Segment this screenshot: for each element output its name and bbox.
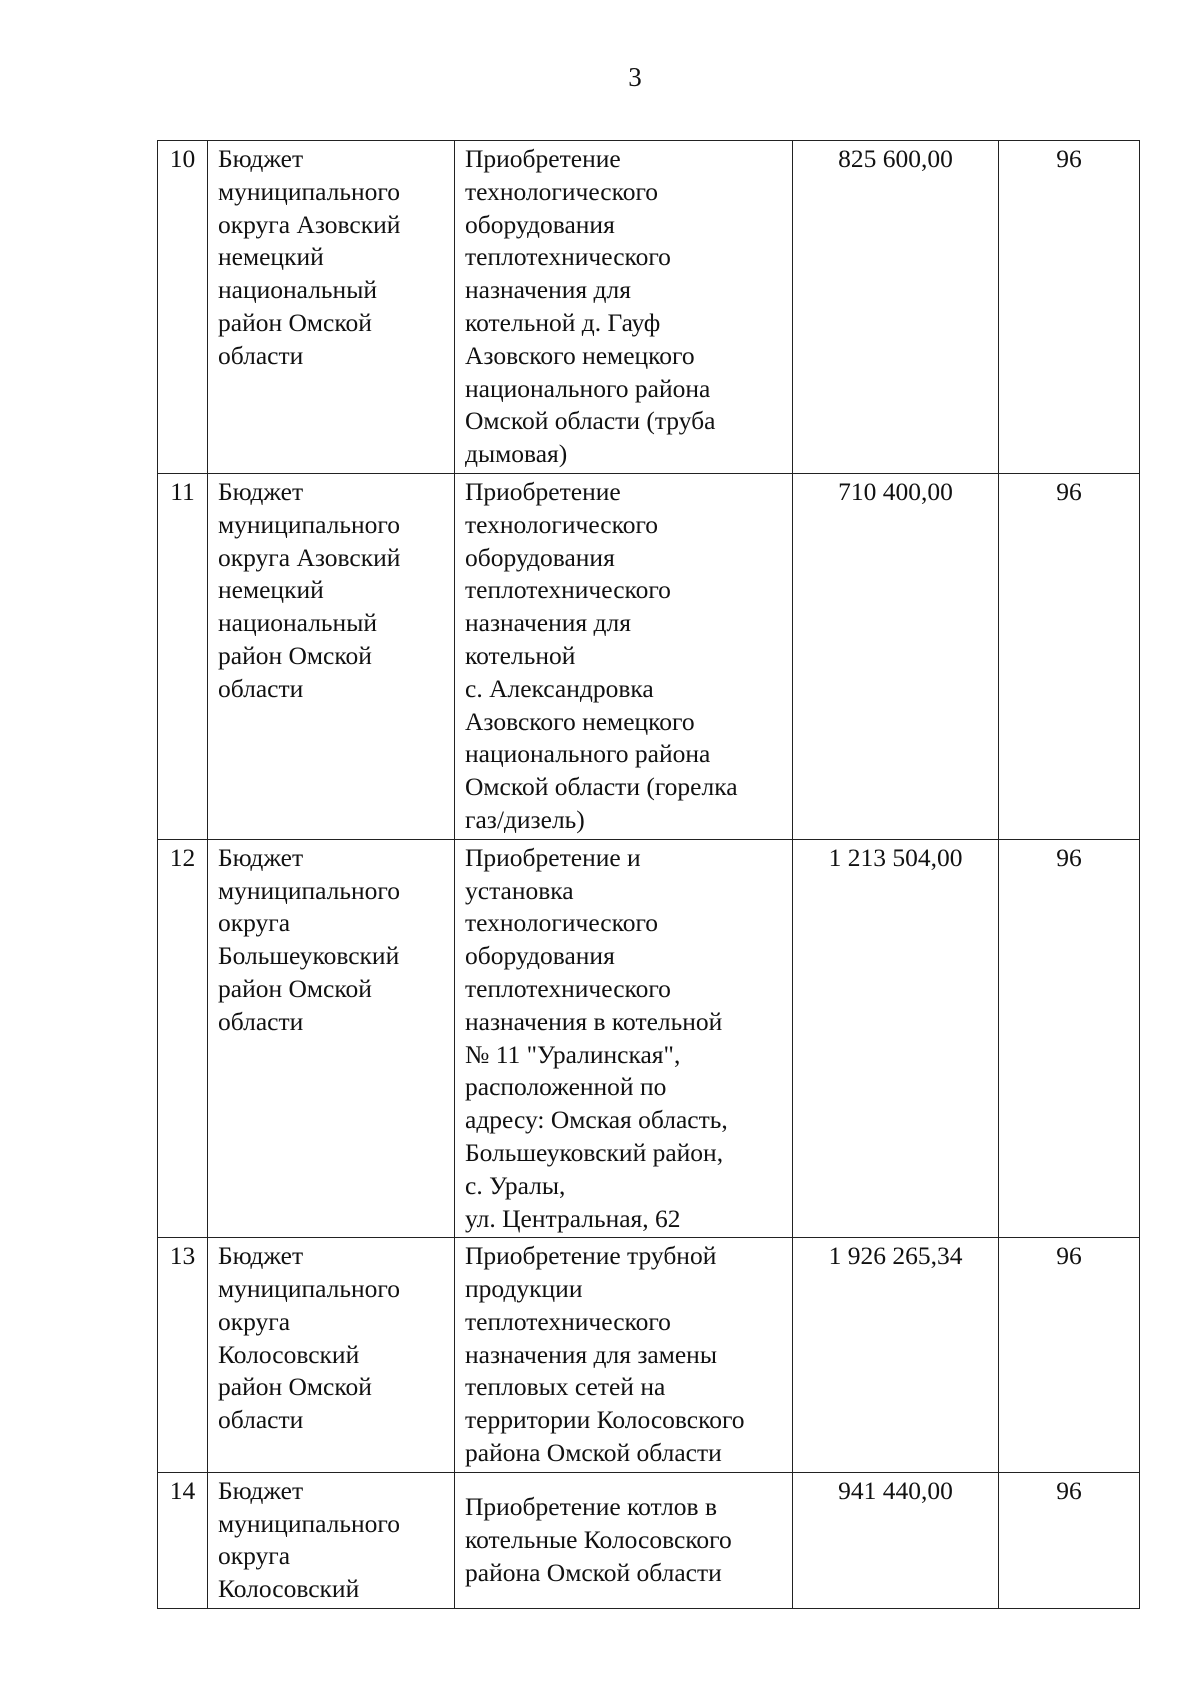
- purpose-line: Омской области (горелка: [465, 772, 738, 802]
- budget-source-line: области: [218, 340, 304, 370]
- budget-source-line: Колосовский: [218, 1574, 360, 1604]
- purpose-line: теплотехнического: [465, 1306, 671, 1336]
- amount-cell: 1 213 504,00: [793, 839, 999, 1238]
- purpose-line: оборудования: [465, 542, 615, 572]
- purpose-line: Приобретение: [465, 476, 621, 506]
- budget-source-line: Бюджет: [218, 1241, 304, 1271]
- budget-source-line: немецкий: [218, 575, 324, 605]
- purpose-line: теплотехнического: [465, 242, 671, 272]
- purpose-line: технологического: [465, 908, 659, 938]
- budget-source-line: области: [218, 673, 304, 703]
- purpose-line: теплотехнического: [465, 973, 671, 1003]
- budget-source-line: немецкий: [218, 242, 324, 272]
- budget-source-line: округа: [218, 1541, 291, 1571]
- purpose-line: котельной д. Гауф: [465, 307, 661, 337]
- purpose-line: адресу: Омская область,: [465, 1105, 728, 1135]
- purpose-line: расположенной по: [465, 1072, 667, 1102]
- table-body: [158, 141, 1140, 1609]
- budget-source-cell: [208, 473, 455, 839]
- purpose-line: котельные Колосовского: [465, 1525, 732, 1555]
- amount-cell: 710 400,00: [793, 473, 999, 839]
- purpose-line: ул. Центральная, 62: [465, 1203, 681, 1233]
- purpose-cell: [455, 1472, 793, 1608]
- page-number: 3: [628, 62, 642, 92]
- table-row: [158, 1472, 1140, 1608]
- budget-source-line: округа Азовский: [218, 542, 401, 572]
- purpose-cell: [455, 1238, 793, 1473]
- purpose-cell: [455, 473, 793, 839]
- budget-source-line: области: [218, 1405, 304, 1435]
- purpose-line: дымовая): [465, 439, 568, 469]
- row-number: 14: [158, 1472, 208, 1608]
- budget-source-line: Большеуковский: [218, 941, 400, 971]
- row-number: 13: [158, 1238, 208, 1473]
- purpose-line: национального района: [465, 373, 711, 403]
- budget-source-line: Бюджет: [218, 842, 304, 872]
- budget-source-cell: [208, 1472, 455, 1608]
- purpose-line: Азовского немецкого: [465, 706, 695, 736]
- purpose-line: газ/дизель): [465, 804, 585, 834]
- row-number: 12: [158, 839, 208, 1238]
- percent-cell: 96: [999, 473, 1140, 839]
- purpose-line: назначения для замены: [465, 1339, 717, 1369]
- purpose-line: района Омской области: [465, 1557, 722, 1587]
- budget-source-line: области: [218, 1006, 304, 1036]
- purpose-line: Большеуковский район,: [465, 1137, 724, 1167]
- budget-source-line: Бюджет: [218, 144, 304, 173]
- purpose-line: оборудования: [465, 209, 615, 239]
- purpose-line: теплотехнического: [465, 575, 671, 605]
- budget-source-line: национальный: [218, 608, 377, 638]
- purpose-line: Приобретение и: [465, 842, 641, 872]
- percent-cell: 96: [999, 1238, 1140, 1473]
- purpose-cell: [455, 839, 793, 1238]
- purpose-line: Приобретение трубной: [465, 1241, 717, 1271]
- budget-source-line: округа Азовский: [218, 209, 401, 239]
- budget-source-line: район Омской: [218, 1372, 372, 1402]
- table-row: [158, 839, 1140, 1238]
- budget-source-cell: [208, 1238, 455, 1473]
- purpose-line: территории Колосовского: [465, 1405, 745, 1435]
- purpose-line: тепловых сетей на: [465, 1372, 666, 1402]
- table-row: [158, 1238, 1140, 1473]
- amount-cell: 825 600,00: [793, 141, 999, 474]
- budget-source-line: район Омской: [218, 640, 372, 670]
- amount-cell: 1 926 265,34: [793, 1238, 999, 1473]
- purpose-line: назначения в котельной: [465, 1006, 723, 1036]
- budget-source-line: округа: [218, 1306, 291, 1336]
- purpose-line: котельной: [465, 640, 576, 670]
- purpose-line: Омской области (труба: [465, 406, 716, 436]
- row-number: 10: [158, 141, 208, 474]
- percent-cell: 96: [999, 141, 1140, 474]
- purpose-line: № 11 "Уралинская",: [465, 1039, 681, 1069]
- budget-source-cell: [208, 839, 455, 1238]
- purpose-line: назначения для: [465, 275, 631, 305]
- purpose-line: технологического: [465, 509, 659, 539]
- purpose-line: назначения для: [465, 608, 631, 638]
- purpose-line: технологического: [465, 176, 659, 206]
- budget-table: [157, 140, 1140, 1609]
- purpose-line: Азовского немецкого: [465, 340, 695, 370]
- percent-cell: 96: [999, 839, 1140, 1238]
- budget-source-cell: [208, 141, 455, 474]
- purpose-line: Приобретение котлов в: [465, 1492, 717, 1522]
- budget-source-line: муниципального: [218, 176, 400, 206]
- purpose-cell: [455, 141, 793, 474]
- budget-source-line: округа: [218, 908, 291, 938]
- budget-source-line: муниципального: [218, 509, 400, 539]
- purpose-line: Приобретение: [465, 144, 621, 173]
- row-number: 11: [158, 473, 208, 839]
- budget-source-line: район Омской: [218, 307, 372, 337]
- budget-source-line: муниципального: [218, 1274, 400, 1304]
- amount-cell: 941 440,00: [793, 1472, 999, 1608]
- purpose-line: с. Александровка: [465, 673, 654, 703]
- budget-source-line: муниципального: [218, 875, 400, 905]
- table-row: [158, 141, 1140, 474]
- budget-source-line: муниципального: [218, 1508, 400, 1538]
- budget-source-line: район Омской: [218, 973, 372, 1003]
- purpose-line: национального района: [465, 739, 711, 769]
- purpose-line: с. Уралы,: [465, 1170, 566, 1200]
- purpose-line: установка: [465, 875, 574, 905]
- budget-source-line: Бюджет: [218, 476, 304, 506]
- purpose-line: района Омской области: [465, 1438, 722, 1468]
- purpose-line: продукции: [465, 1274, 583, 1304]
- budget-source-line: Бюджет: [218, 1475, 304, 1505]
- budget-source-line: Колосовский: [218, 1339, 360, 1369]
- budget-source-line: национальный: [218, 275, 377, 305]
- table-row: [158, 473, 1140, 839]
- purpose-line: оборудования: [465, 941, 615, 971]
- percent-cell: 96: [999, 1472, 1140, 1608]
